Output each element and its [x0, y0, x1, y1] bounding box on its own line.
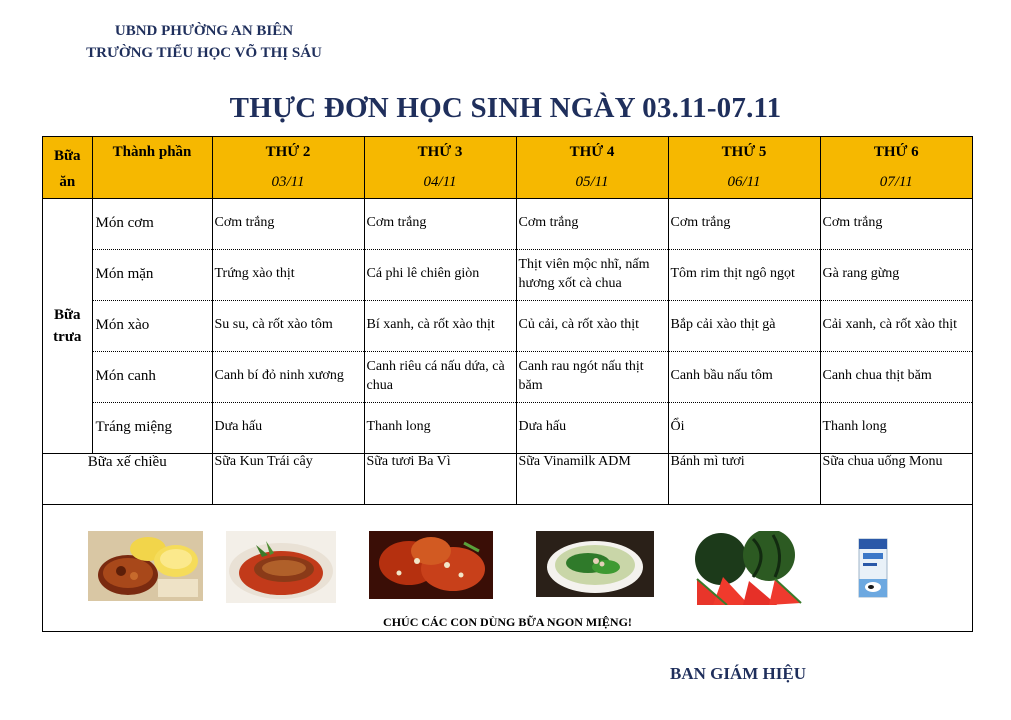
lunch-row-stirfry	[43, 301, 972, 352]
col-component-header: Thành phần	[92, 137, 212, 199]
org-line-1: UBND PHƯỜNG AN BIÊN	[114, 23, 294, 39]
snack-cell: Sữa chua uống Monu	[820, 454, 972, 505]
dish-cell: Ổi	[668, 403, 820, 454]
dish-cell: Cơm trắng	[820, 199, 972, 250]
dish-cell: Canh chua thịt băm	[820, 352, 972, 403]
lunch-row-rice	[43, 199, 972, 250]
dish-cell: Cải xanh, cà rốt xào thịt	[820, 301, 972, 352]
dish-cell: Dưa hấu	[516, 403, 668, 454]
braised-fish-photo	[226, 531, 336, 603]
header-row	[43, 137, 972, 199]
closing-wish: CHÚC CÁC CON DÙNG BỮA NGON MIỆNG!	[383, 615, 632, 629]
dish-cell: Canh bầu nấu tôm	[668, 352, 820, 403]
dish-cell: Cá phi lê chiên giòn	[364, 250, 516, 301]
dish-cell: Cơm trắng	[516, 199, 668, 250]
day-header: THỨ 4 05/11	[516, 137, 668, 199]
component-label: Món canh	[92, 352, 212, 403]
snack-row	[43, 454, 972, 505]
milk-carton-photo	[855, 535, 891, 601]
dish-cell: Canh rau ngót nấu thịt băm	[516, 352, 668, 403]
day-header: THỨ 2 03/11	[212, 137, 364, 199]
menu-table	[43, 137, 972, 505]
component-label: Tráng miệng	[92, 403, 212, 454]
lunch-row-dessert	[43, 403, 972, 454]
lunch-row-main	[43, 250, 972, 301]
dish-cell: Cơm trắng	[212, 199, 364, 250]
day-header: THỨ 3 04/11	[364, 137, 516, 199]
dish-cell: Canh riêu cá nấu dứa, cà chua	[364, 352, 516, 403]
watermelon-photo	[693, 531, 803, 605]
dish-cell: Su su, cà rốt xào tôm	[212, 301, 364, 352]
dish-cell: Bắp cải xào thịt gà	[668, 301, 820, 352]
dish-cell: Canh bí đỏ ninh xương	[212, 352, 364, 403]
component-label: Món cơm	[92, 199, 212, 250]
dish-cell: Bí xanh, cà rốt xào thịt	[364, 301, 516, 352]
food-photos	[43, 505, 972, 631]
col-meal-header: Bữa ăn	[43, 137, 92, 199]
vegetable-soup-photo	[536, 531, 654, 597]
org-line-2: TRƯỜNG TIỂU HỌC VÕ THỊ SÁU	[86, 45, 322, 61]
lunch-row-soup	[43, 352, 972, 403]
component-label: Món mặn	[92, 250, 212, 301]
dish-cell: Cơm trắng	[668, 199, 820, 250]
snack-cell: Sữa tươi Ba Vì	[364, 454, 516, 505]
snack-cell: Sữa Kun Trái cây	[212, 454, 364, 505]
snack-label: Bữa xế chiều	[43, 454, 212, 505]
dish-cell: Củ cải, cà rốt xào thịt	[516, 301, 668, 352]
dish-cell: Thanh long	[820, 403, 972, 454]
dish-cell: Thanh long	[364, 403, 516, 454]
dish-cell: Tôm rim thịt ngô ngọt	[668, 250, 820, 301]
menu-title: THỰC ĐƠN HỌC SINH NGÀY 03.11-07.11	[229, 92, 782, 124]
dish-cell: Dưa hấu	[212, 403, 364, 454]
glazed-ribs-photo	[369, 531, 493, 599]
dish-cell: Thịt viên mộc nhĩ, nấm hương xốt cà chua	[516, 250, 668, 301]
component-label: Món xào	[92, 301, 212, 352]
menu-table-frame	[42, 136, 973, 632]
day-header: THỨ 5 06/11	[668, 137, 820, 199]
organization-header	[62, 20, 346, 64]
stew-and-corn-photo	[88, 531, 203, 601]
snack-cell: Sữa Vinamilk ADM	[516, 454, 668, 505]
lunch-label: Bữa trưa	[43, 199, 92, 454]
day-header: THỨ 6 07/11	[820, 137, 972, 199]
dish-cell: Gà rang gừng	[820, 250, 972, 301]
signature-board: BAN GIÁM HIỆU	[670, 664, 807, 683]
dish-cell: Trứng xào thịt	[212, 250, 364, 301]
snack-cell: Bánh mì tươi	[668, 454, 820, 505]
dish-cell: Cơm trắng	[364, 199, 516, 250]
